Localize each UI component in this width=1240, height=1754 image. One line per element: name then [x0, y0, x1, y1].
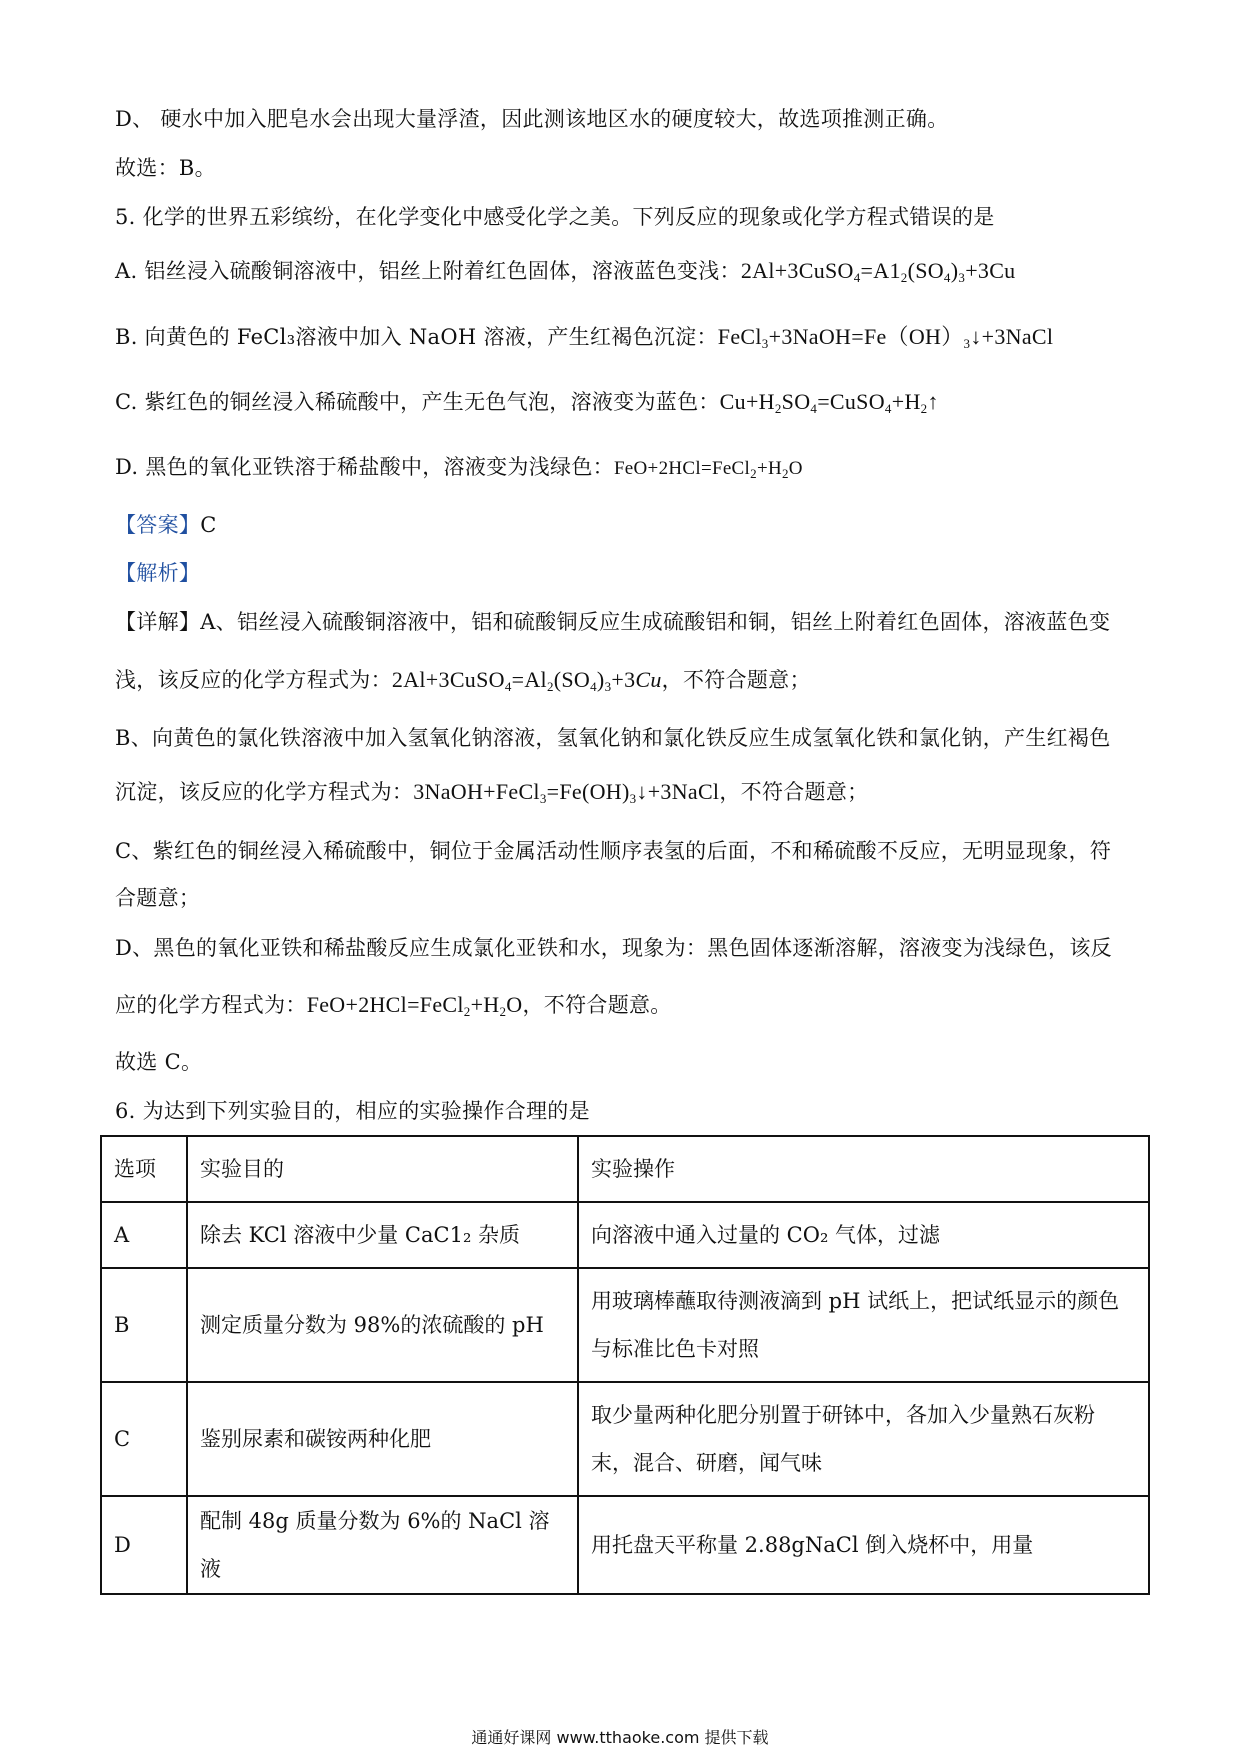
prev-choice: 故选：B。: [115, 156, 216, 180]
row-b-purpose: 测定质量分数为 98%的浓硫酸的 pH: [187, 1268, 578, 1382]
prev-option-d: D、 硬水中加入肥皂水会出现大量浮渣，因此测该地区水的硬度较大，故选项推测正确。: [115, 107, 949, 131]
q5-option-d: [115, 452, 803, 484]
table-header-row: [101, 1136, 1149, 1202]
row-c-purpose: 鉴别尿素和碳铵两种化肥: [187, 1382, 578, 1496]
q6-stem: 6. 为达到下列实验目的，相应的实验操作合理的是: [115, 1099, 590, 1123]
header-purpose: 实验目的: [187, 1136, 578, 1202]
header-operation: 实验操作: [578, 1136, 1149, 1202]
answer-tag: 【答案】: [115, 513, 201, 537]
q5-answer: [115, 510, 217, 540]
detail-a-line1: 【详解】A、铝丝浸入硫酸铜溶液中，铝和硫酸铜反应生成硫酸铝和铜，铝丝上附着红色固体，溶液蓝色变: [115, 610, 1111, 634]
row-a-option: A: [101, 1202, 187, 1268]
row-b-operation: 用玻璃棒蘸取待测液滴到 pH 试纸上，把试纸显示的颜色与标准比色卡对照: [578, 1268, 1149, 1382]
detail-a-line2-post: ，不符合题意；: [661, 668, 811, 692]
q5-option-a: [115, 256, 1015, 286]
answer-value: C: [200, 513, 217, 537]
row-d-operation: 用托盘天平称量 2.88gNaCl 倒入烧杯中，用量: [578, 1496, 1149, 1594]
row-a-purpose: 除去 KCl 溶液中少量 CaC1₂ 杂质: [187, 1202, 578, 1268]
q5-option-d-equation: $FeO+2HCl=FeCl_2+H_2O$: [613, 458, 803, 481]
detail-d-line1: D、黑色的氧化亚铁和稀盐酸反应生成氯化亚铁和水，现象为：黑色固体逐渐溶解，溶液变为浅绿色，该反: [115, 936, 1112, 960]
q5-option-c: [115, 387, 939, 417]
table-row: [101, 1268, 1149, 1382]
detail-a-equation: $2Al+3CuSO_4=Al_2(SO_4)_3+3Cu$: [391, 667, 662, 694]
analysis-tag: 【解析】: [115, 561, 201, 585]
detail-d-line2-pre: 应的化学方程式为：: [115, 993, 307, 1017]
table-row: [101, 1382, 1149, 1496]
row-b-option: B: [101, 1268, 187, 1382]
table-row: [101, 1496, 1149, 1594]
q5-option-d-text: D. 黑色的氧化亚铁溶于稀盐酸中，溶液变为浅绿色：: [115, 455, 614, 479]
page-footer: 通通好课网 www.tthaoke.com 提供下载: [471, 1728, 769, 1747]
q5-option-c-text: C. 紫红色的铜丝浸入稀硫酸中，产生无色气泡，溶液变为蓝色：: [115, 390, 720, 414]
detail-b-line2-pre: 沉淀，该反应的化学方程式为：: [115, 780, 414, 804]
detail-b-line2-post: ，不符合题意；: [719, 780, 869, 804]
detail-a-line2-pre: 浅，该反应的化学方程式为：: [115, 668, 392, 692]
row-a-operation: 向溶液中通入过量的 CO₂ 气体，过滤: [578, 1202, 1149, 1268]
detail-b-line1: B、向黄色的氯化铁溶液中加入氢氧化钠溶液，氢氧化钠和氯化铁反应生成氢氧化铁和氯化钠，产生红褐色: [115, 726, 1111, 750]
q5-option-c-equation: $Cu+H_2SO_4=CuSO_4+H_2↑$: [719, 389, 939, 416]
q5-option-b-equation: $FeCl_3+3NaOH=Fe(OH)_3↓+3NaCl$: [717, 324, 1054, 351]
table-row: [101, 1202, 1149, 1268]
row-d-purpose: 配制 48g 质量分数为 6%的 NaCl 溶液: [187, 1496, 578, 1594]
detail-b-line2: [115, 777, 868, 807]
detail-d-line2: [115, 990, 672, 1020]
q5-stem: 5. 化学的世界五彩缤纷，在化学变化中感受化学之美。下列反应的现象或化学方程式错误的是: [115, 205, 995, 229]
q5-option-b: [115, 322, 1053, 352]
detail-c-line2: 合题意；: [115, 886, 201, 910]
q5-option-b-text: B. 向黄色的 FeCl₃溶液中加入 NaOH 溶液，产生红褐色沉淀：: [115, 325, 718, 349]
detail-c-line1: C、紫红色的铜丝浸入稀硫酸中，铜位于金属活动性顺序表氢的后面，不和稀硫酸不反应，无明显现象，符: [115, 839, 1112, 863]
q5-option-a-equation: $2Al+3CuSO_4=A1_2(SO_4)_3+3Cu$: [740, 258, 1016, 285]
q5-final: 故选 C。: [115, 1050, 203, 1074]
q5-option-a-text: A. 铝丝浸入硫酸铜溶液中，铝丝上附着红色固体，溶液蓝色变浅：: [115, 259, 741, 283]
detail-a-line2: [115, 665, 811, 695]
detail-d-equation: $FeO+2HCl=FeCl_2+H_2O$: [306, 992, 523, 1019]
row-c-operation: 取少量两种化肥分别置于研钵中，各加入少量熟石灰粉末，混合、研磨，闻气味: [578, 1382, 1149, 1496]
row-c-option: C: [101, 1382, 187, 1496]
q6-table: [100, 1135, 1150, 1595]
row-d-option: D: [101, 1496, 187, 1594]
header-option: 选项: [101, 1136, 187, 1202]
detail-d-line2-post: ，不符合题意。: [522, 993, 672, 1017]
detail-b-equation: $3NaOH+FeCl_3=Fe(OH)_3↓+3NaCl$: [413, 779, 720, 806]
